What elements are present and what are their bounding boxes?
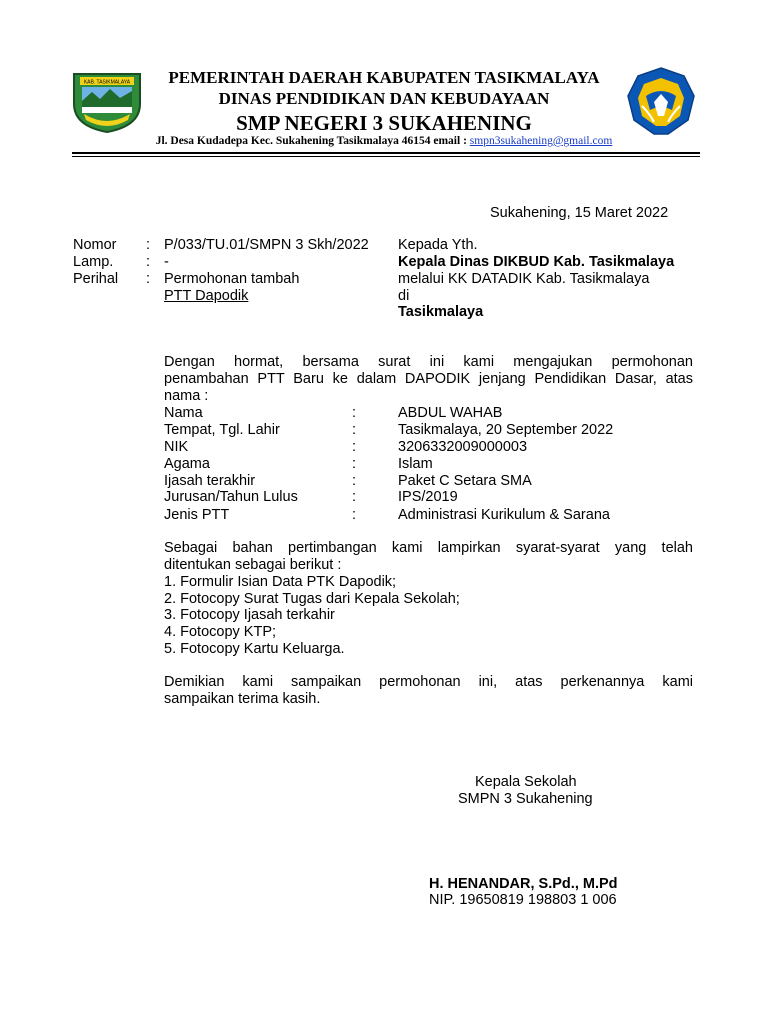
- intro-line: nama :: [164, 388, 209, 404]
- list-item: 3. Fotocopy Ijasah terkahir: [164, 607, 335, 623]
- nomor-value: P/033/TU.01/SMPN 3 Skh/2022: [164, 237, 369, 253]
- field-value: 3206332009000003: [398, 439, 528, 455]
- regency-logo-text: KAB. TASIKMALAYA: [83, 79, 131, 86]
- recipient-greeting: Kepada Yth.: [398, 237, 478, 253]
- field-colon: :: [352, 456, 357, 472]
- field-colon: :: [352, 473, 357, 489]
- attachments-paragraph: [164, 540, 693, 574]
- field-label: Nama: [164, 405, 203, 421]
- letter-date: Sukahening, 15 Maret 2022: [490, 205, 669, 221]
- header-rule-thick: [72, 152, 700, 154]
- field-value: Tasikmalaya, 20 September 2022: [398, 422, 614, 438]
- field-colon: :: [352, 507, 357, 523]
- perihal-colon: :: [146, 271, 151, 287]
- address-text: Jl. Desa Kudadepa Kec. Sukahening Tasikmalaya 46154 email :: [155, 135, 470, 147]
- recipient-via: melalui KK DATADIK Kab. Tasikmalaya: [398, 271, 650, 287]
- department-name: DINAS PENDIDIKAN DAN KEBUDAYAAN: [218, 89, 550, 108]
- intro-line: Dengan hormat, bersama surat ini kami mengajukan permohonan: [164, 354, 693, 370]
- field-label: Jenis PTT: [164, 507, 230, 523]
- field-value: Islam: [398, 456, 433, 472]
- recipient-di: di: [398, 288, 410, 304]
- field-label: Ijasah terakhir: [164, 473, 256, 489]
- closing-paragraph: [164, 674, 693, 708]
- field-colon: :: [352, 405, 357, 421]
- signatory-nip: NIP. 19650819 198803 1 006: [429, 892, 617, 908]
- intro-line: penambahan PTT Baru ke dalam DAPODIK jenjang Pendidikan Dasar, atas: [164, 371, 693, 387]
- field-colon: :: [352, 422, 357, 438]
- perihal-value-line1: Permohonan tambah: [164, 271, 300, 287]
- field-label: NIK: [164, 439, 189, 455]
- signatory-title: Kepala Sekolah: [475, 774, 577, 790]
- field-label: Tempat, Tgl. Lahir: [164, 422, 280, 438]
- school-address: [0, 135, 768, 147]
- field-label: Agama: [164, 456, 210, 472]
- closing-line: Demikian kami sampaikan permohonan ini, atas perkenannya kami: [164, 674, 693, 690]
- nomor-label: Nomor: [73, 237, 117, 253]
- attachments-intro-line: Sebagai bahan pertimbangan kami lampirkan syarat-syarat yang telah: [164, 540, 693, 556]
- field-value: Paket C Setara SMA: [398, 473, 532, 489]
- lamp-value: -: [164, 254, 169, 270]
- field-colon: :: [352, 489, 357, 505]
- intro-paragraph: [164, 354, 693, 405]
- lamp-colon: :: [146, 254, 151, 270]
- attachments-intro-line: ditentukan sebagai berikut :: [164, 557, 342, 573]
- school-name: SMP NEGERI 3 SUKAHENING: [236, 111, 532, 135]
- nomor-colon: :: [146, 237, 151, 253]
- field-colon: :: [352, 439, 357, 455]
- email-link[interactable]: smpn3sukahening@gmail.com: [469, 135, 613, 147]
- field-value: Administrasi Kurikulum & Sarana: [398, 507, 610, 523]
- list-item: 2. Fotocopy Surat Tugas dari Kepala Sekolah;: [164, 591, 460, 607]
- field-value: ABDUL WAHAB: [398, 405, 503, 421]
- signatory-school: SMPN 3 Sukahening: [458, 791, 593, 807]
- recipient-city: Tasikmalaya: [398, 304, 484, 320]
- lamp-label: Lamp.: [73, 254, 114, 270]
- perihal-label: Perihal: [73, 271, 119, 287]
- closing-line: sampaikan terima kasih.: [164, 691, 321, 707]
- perihal-value-line2: PTT Dapodik: [164, 288, 249, 304]
- list-item: 5. Fotocopy Kartu Keluarga.: [164, 641, 345, 657]
- list-item: 4. Fotocopy KTP;: [164, 624, 277, 640]
- government-name: PEMERINTAH DAERAH KABUPATEN TASIKMALAYA: [168, 68, 600, 87]
- recipient-name: Kepala Dinas DIKBUD Kab. Tasikmalaya: [398, 254, 675, 270]
- signatory-name: H. HENANDAR, S.Pd., M.Pd: [429, 876, 618, 892]
- field-value: IPS/2019: [398, 489, 458, 505]
- list-item: 1. Formulir Isian Data PTK Dapodik;: [164, 574, 397, 590]
- field-label: Jurusan/Tahun Lulus: [164, 489, 298, 505]
- header-rule-thin: [72, 156, 700, 157]
